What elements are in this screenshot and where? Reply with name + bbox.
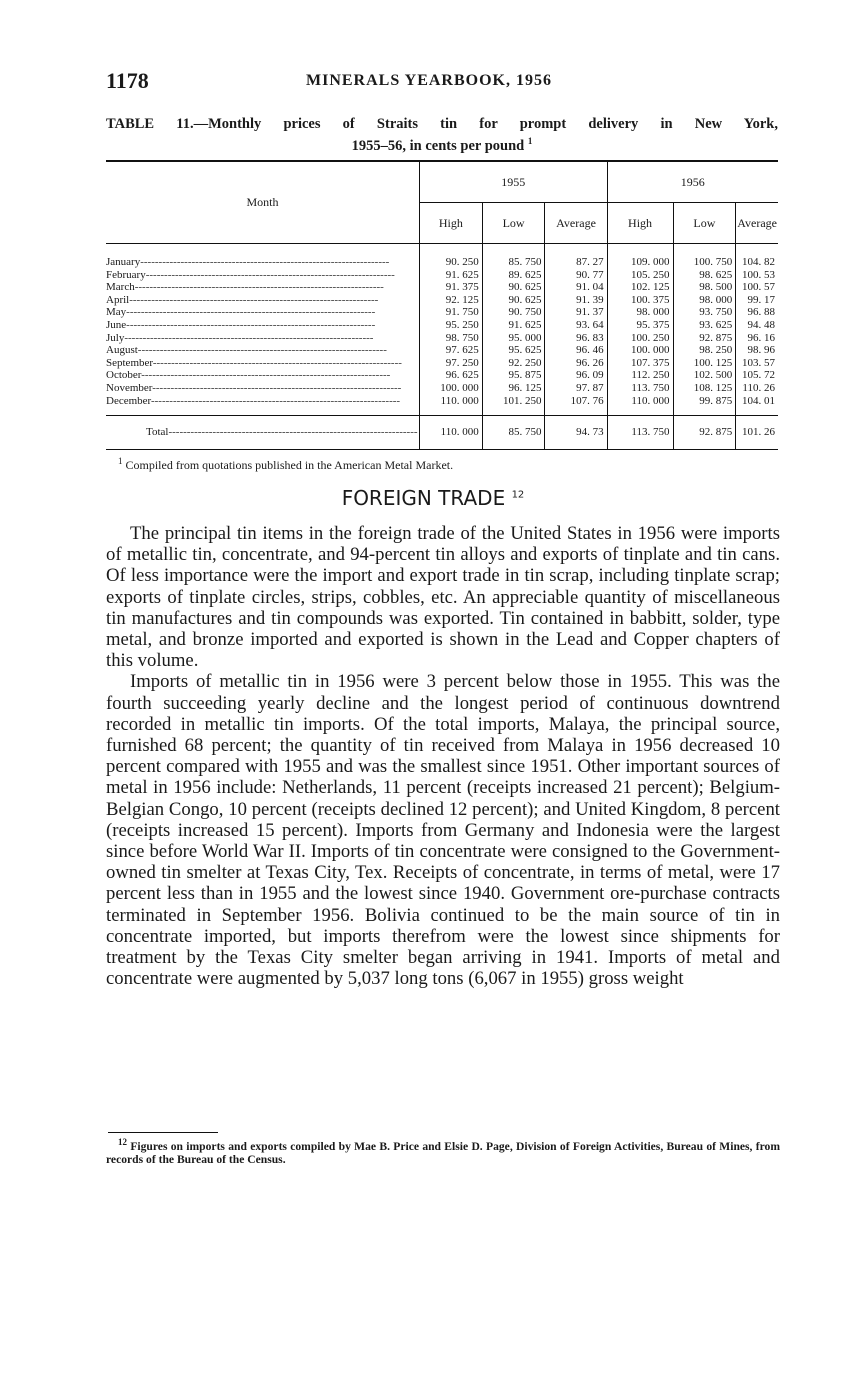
value-cell: 98. 000 (673, 294, 736, 307)
value-cell: 97. 625 (420, 344, 483, 357)
value-cell: 104. 01 (742, 394, 775, 407)
paragraph: Imports of metallic tin in 1956 were 3 percent below those in 1955. This was the fourth succeeding yearly decline and the longest period of continuous downtrend recorded in metallic tin imports. Of the total imports, Malaya, the principal source, furnished 68 percent; the quantity of tin received from Malaya in 1956 decreased 10 percent compared with 1955 and was the smallest since 1951. Other important sources of metal in 1956 include: Netherlands, 11 percent (receipts increased 21 percent); Belgium-Belgian Congo, 10 percent (receipts declined 12 percent); and United Kingdom, 8 percent (receipts increased 15 percent). Imports from Germany and Indonesia were the largest since before World War II. Imports of tin concentrate were consigned to the Government-owned tin smelter at Texas City, Tex. Receipts of concentrate, in terms of metal, were 17 percent less than in 1955 and the lowest since 1940. Government ore-purchase contracts terminated in September 1956. Bolivia continued to be the main source of tin in concentrate imported, but imports therefrom were the lowest since shipments for treatment by the Texas City smelter began arriving in 1941. Imports of metal and concentrate were augmented by 5,037 long tons (6,067 in 1955) gross weight (106, 671, 780, 990)
value-cell: 101. 250 (482, 395, 545, 416)
value-cell: 105. 72 (742, 369, 775, 382)
page-number: 1178 (106, 68, 149, 93)
value-cell: 96. 625 (420, 369, 483, 382)
value-cell: 98. 250 (673, 344, 736, 357)
value-cell: 102. 125 (607, 281, 673, 294)
table-row (106, 306, 778, 319)
footnote-rule (108, 1132, 218, 1133)
page-footnote (106, 1136, 780, 1166)
month-cell: January-------------------------------------------------------------------- (106, 244, 420, 269)
month-cell: December-------------------------------------------------------------------- (106, 395, 420, 416)
value-cell: 105. 250 (607, 269, 673, 282)
value-cell: 96. 46 (545, 344, 607, 357)
tin-prices-table (106, 160, 778, 450)
value-cell: 100. 375 (607, 294, 673, 307)
value-cell: 91. 625 (420, 269, 483, 282)
value-cell: 91. 625 (482, 319, 545, 332)
month-cell: September-------------------------------------------------------------------- (106, 357, 420, 370)
table-footnote (118, 456, 453, 473)
value-cell: 85. 750 (482, 244, 545, 269)
month-label: September (106, 356, 153, 369)
month-label: Total (146, 426, 169, 439)
value-cell: 100. 250 (607, 332, 673, 345)
page-footnote-mark: 12 (118, 1137, 127, 1147)
table-caption (106, 116, 778, 155)
month-label: May (106, 306, 127, 319)
table-row (106, 332, 778, 345)
month-cell: November-------------------------------------------------------------------- (106, 382, 420, 395)
value-cell: 98. 96 (747, 344, 775, 357)
value-cell: 91. 37 (545, 306, 607, 319)
value-cell: 92. 875 (673, 416, 736, 450)
section-heading-text: FOREIGN TRADE (341, 486, 506, 510)
year-header-1955: 1955 (420, 161, 608, 203)
month-label: February (106, 268, 146, 281)
body-text (106, 523, 780, 989)
value-cell: 92. 875 (673, 332, 736, 345)
value-cell: 96. 26 (545, 357, 607, 370)
value-cell: 91. 375 (420, 281, 483, 294)
value-cell: 98. 500 (673, 281, 736, 294)
value-cell: 102. 500 (673, 369, 736, 382)
value-cell: 85. 750 (482, 416, 545, 450)
value-cell: 97. 87 (545, 382, 607, 395)
value-cell: 96. 09 (545, 369, 607, 382)
value-cell: 109. 000 (607, 244, 673, 269)
month-cell: October-------------------------------------------------------------------- (106, 369, 420, 382)
value-cell: 108. 125 (673, 382, 736, 395)
value-cell: 110. 000 (420, 416, 483, 450)
value-cell: 91. 750 (420, 306, 483, 319)
value-cell: 94. 73 (545, 416, 607, 450)
value-cell: 93. 64 (545, 319, 607, 332)
value-cell: 100. 125 (673, 357, 736, 370)
table-row (106, 382, 778, 395)
value-cell: 112. 250 (607, 369, 673, 382)
value-cell: 104. 82 (742, 256, 775, 268)
month-cell: July-------------------------------------------------------------------- (106, 332, 420, 345)
value-cell: 113. 750 (607, 382, 673, 395)
table-row (106, 269, 778, 282)
value-cell: 96. 125 (482, 382, 545, 395)
value-cell: 93. 625 (673, 319, 736, 332)
value-cell: 99. 17 (747, 293, 775, 306)
value-cell: 92. 250 (482, 357, 545, 370)
month-label: April (106, 293, 130, 306)
col-header-average-1956: Average (736, 203, 778, 244)
table-row (106, 244, 778, 269)
paragraph: The principal tin items in the foreign trade of the United States in 1956 were imports of metallic tin, concentrate, and 94-percent tin alloys and exports of tinplate and tin cans. Of less importance were the import and export trade in tin scrap, including tinplate scrap; exports of tinplate circles, strips, cobbles, etc. An appreciable quantity of miscellaneous tin manufactures and tin compounds was exported. Tin contained in babbitt, solder, type metal, and bronze imported and exported is shown in the Lead and Copper chapters of this volume. (106, 523, 780, 672)
value-cell: 95. 000 (482, 332, 545, 345)
value-cell: 91. 04 (545, 281, 607, 294)
value-cell: 92. 125 (420, 294, 483, 307)
month-cell: August-------------------------------------------------------------------- (106, 344, 420, 357)
month-cell: June-------------------------------------------------------------------- (106, 319, 420, 332)
month-cell: May-------------------------------------------------------------------- (106, 306, 420, 319)
value-cell: 113. 750 (607, 416, 673, 450)
col-header-average-1955: Average (545, 203, 607, 244)
month-cell: Total-------------------------------------------------------------------- (106, 416, 420, 450)
value-cell: 98. 625 (673, 269, 736, 282)
page-footnote-text: Figures on imports and exports compiled by Mae B. Price and Elsie D. Page, Division of Foreign Activities, Bureau of Mines, from records of the Bureau of the Census. (106, 1139, 780, 1166)
month-label: August (106, 344, 138, 357)
section-heading (0, 486, 866, 510)
month-label: December (106, 394, 151, 407)
table-footnote-mark: 1 (118, 456, 123, 466)
table-footnote-text: Compiled from quotations published in the American Metal Market. (125, 458, 454, 472)
value-cell: 99. 875 (673, 395, 736, 416)
col-header-high-1955: High (420, 203, 483, 244)
table-row (106, 344, 778, 357)
month-cell: March-------------------------------------------------------------------- (106, 281, 420, 294)
table-row (106, 294, 778, 307)
table-row (106, 369, 778, 382)
value-cell: 90. 77 (545, 269, 607, 282)
caption-footnote-mark: 1 (527, 136, 533, 146)
value-cell: 100. 750 (673, 244, 736, 269)
section-heading-footnote-mark: 12 (511, 489, 525, 501)
value-cell: 110. 000 (607, 395, 673, 416)
value-cell: 100. 000 (420, 382, 483, 395)
value-cell: 89. 625 (482, 269, 545, 282)
value-cell: 90. 250 (420, 244, 483, 269)
month-label: November (106, 381, 153, 394)
value-cell: 96. 16 (747, 331, 775, 344)
table-row (106, 395, 778, 416)
value-cell: 101. 26 (736, 416, 778, 450)
value-cell: 95. 375 (607, 319, 673, 332)
value-cell: 100. 53 (742, 268, 775, 281)
value-cell: 90. 750 (482, 306, 545, 319)
col-header-low-1955: Low (482, 203, 545, 244)
value-cell: 98. 750 (420, 332, 483, 345)
value-cell: 107. 375 (607, 357, 673, 370)
value-cell: 91. 39 (545, 294, 607, 307)
value-cell: 96. 88 (747, 306, 775, 319)
table-row (106, 357, 778, 370)
value-cell: 95. 625 (482, 344, 545, 357)
value-cell: 110. 26 (742, 381, 775, 394)
table-row (106, 281, 778, 294)
value-cell: 110. 000 (420, 395, 483, 416)
table-caption-line2: 1955–56, in cents per pound $^1$ (351, 136, 533, 154)
value-cell: 100. 57 (742, 281, 775, 294)
month-label: January (106, 256, 141, 268)
value-cell: 93. 750 (673, 306, 736, 319)
value-cell: 94. 48 (747, 318, 775, 331)
value-cell: 98. 000 (607, 306, 673, 319)
month-label: July (106, 331, 125, 344)
col-header-low-1956: Low (673, 203, 736, 244)
month-cell: February-------------------------------------------------------------------- (106, 269, 420, 282)
value-cell: 87. 27 (545, 244, 607, 269)
running-head: MINERALS YEARBOOK, 1956 (306, 72, 552, 89)
month-column-header: Month (106, 161, 420, 244)
value-cell: 95. 250 (420, 319, 483, 332)
month-label: October (106, 369, 142, 382)
value-cell: 103. 57 (742, 356, 775, 369)
value-cell: 90. 625 (482, 294, 545, 307)
page-header (106, 68, 778, 98)
table-body (106, 244, 778, 450)
month-label: June (106, 318, 127, 331)
month-label: March (106, 281, 135, 294)
value-cell: 97. 250 (420, 357, 483, 370)
table-caption-line1: TABLE 11.—Monthly prices of Straits tin for prompt delivery in New York, (106, 116, 778, 132)
month-cell: April-------------------------------------------------------------------- (106, 294, 420, 307)
value-cell: 90. 625 (482, 281, 545, 294)
table-row (106, 319, 778, 332)
value-cell: 107. 76 (545, 395, 607, 416)
table-total-row (106, 416, 778, 450)
year-header-1956: 1956 (607, 161, 778, 203)
value-cell: 96. 83 (545, 332, 607, 345)
col-header-high-1956: High (607, 203, 673, 244)
value-cell: 100. 000 (607, 344, 673, 357)
value-cell: 95. 875 (482, 369, 545, 382)
